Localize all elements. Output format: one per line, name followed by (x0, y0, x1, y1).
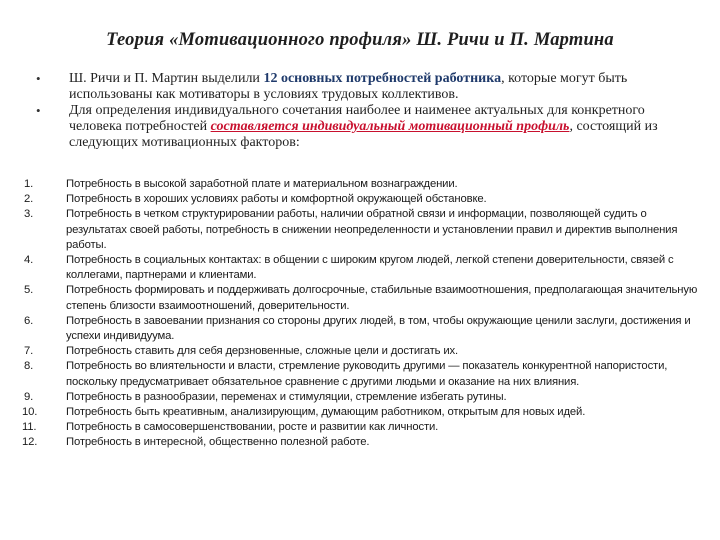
list-item (22, 192, 702, 207)
intro-text (69, 103, 696, 151)
item-number: 1. (24, 178, 34, 190)
list-item (22, 405, 702, 420)
item-text: Потребность в четком структурировании работы, наличии обратной связи и информации, позволяющей судить о результатах своей работы, потребность в снижении неопределенности и установлении правил и директив выполнения работы. (66, 208, 678, 251)
item-number: 2. (24, 193, 34, 206)
intro-bullets (36, 71, 696, 151)
intro-text (69, 71, 696, 103)
item-text: Потребность в высокой заработной плате и материальном вознаграждении. (66, 178, 458, 190)
item-text: Потребность быть креативным, анализирующим, думающим работником, открытым для новых идей. (66, 406, 586, 419)
intro-highlight: составляется индивидуальный мотивационный профиль (210, 119, 570, 134)
item-number: 8. (24, 360, 34, 373)
list-item (22, 207, 702, 253)
intro-bullet-1 (36, 71, 696, 103)
list-item (22, 435, 702, 450)
item-number: 3. (24, 208, 34, 221)
item-text: Потребность формировать и поддерживать долгосрочные, стабильные взаимоотношения, предполагающая значительную степень близости взаимоотношений, доверительности. (66, 284, 698, 312)
slide-title: Теория «Мотивационного профиля» Ш. Ричи и П. Мартина (106, 30, 614, 50)
list-item (22, 253, 702, 283)
list-item (22, 420, 702, 435)
item-text: Потребность в социальных контактах: в общении с широким кругом людей, легкой степени доверительности, связей с коллегами, партнерами и клиентами. (66, 254, 674, 282)
list-item (22, 177, 702, 192)
intro-text-part: , состоящий из следующих мотивационных факторов: (69, 119, 658, 150)
list-item (22, 359, 702, 389)
item-text: Потребность в завоевании признания со стороны других людей, в том, чтобы окружающие ценили заслуги, достижения и успехи индивидуума. (66, 314, 691, 343)
item-text: Потребность в интересной, общественно полезной работе. (66, 436, 370, 449)
list-item (22, 390, 702, 405)
intro-text-part: Ш. Ричи и П. Мартин выделили (69, 71, 264, 86)
item-number: 11. (22, 421, 37, 434)
item-number: 10. (22, 406, 38, 419)
intro-highlight: 12 основных потребностей работника (263, 71, 502, 86)
bullet-icon: • (36, 103, 41, 118)
item-number: 5. (24, 284, 34, 297)
intro-text-part: , которые могут быть использованы как мотиваторы в условиях трудовых коллективов. (69, 71, 628, 102)
intro-bullet-2 (36, 103, 696, 151)
needs-list (22, 177, 702, 451)
item-number: 12. (22, 436, 38, 449)
item-text: Потребность в хороших условиях работы и комфортной окружающей обстановке. (66, 193, 487, 206)
item-text: Потребность ставить для себя дерзновенные, сложные цели и достигать их. (66, 345, 459, 358)
item-number: 4. (24, 254, 34, 267)
item-number: 9. (24, 390, 34, 403)
item-number: 6. (24, 314, 34, 327)
list-item (22, 314, 702, 344)
list-item (22, 344, 702, 359)
item-text: Потребность в разнообразии, переменах и стимуляции, стремление избегать рутины. (66, 390, 507, 403)
bullet-icon: • (36, 71, 41, 86)
intro-text-part: Для определения индивидуального сочетания наиболее и наименее актуальных для конкретного человека потребностей (69, 103, 645, 134)
item-number: 7. (24, 345, 34, 358)
list-item (22, 283, 702, 313)
item-text: Потребность во влиятельности и власти, стремление руководить другими — показатель конкурентной напористости, поскольку предусматривает обязательное сравнение с другими людьми и оказание на них влияния. (66, 360, 668, 388)
item-text: Потребность в самосовершенствовании, росте и развитии как личности. (66, 421, 439, 434)
